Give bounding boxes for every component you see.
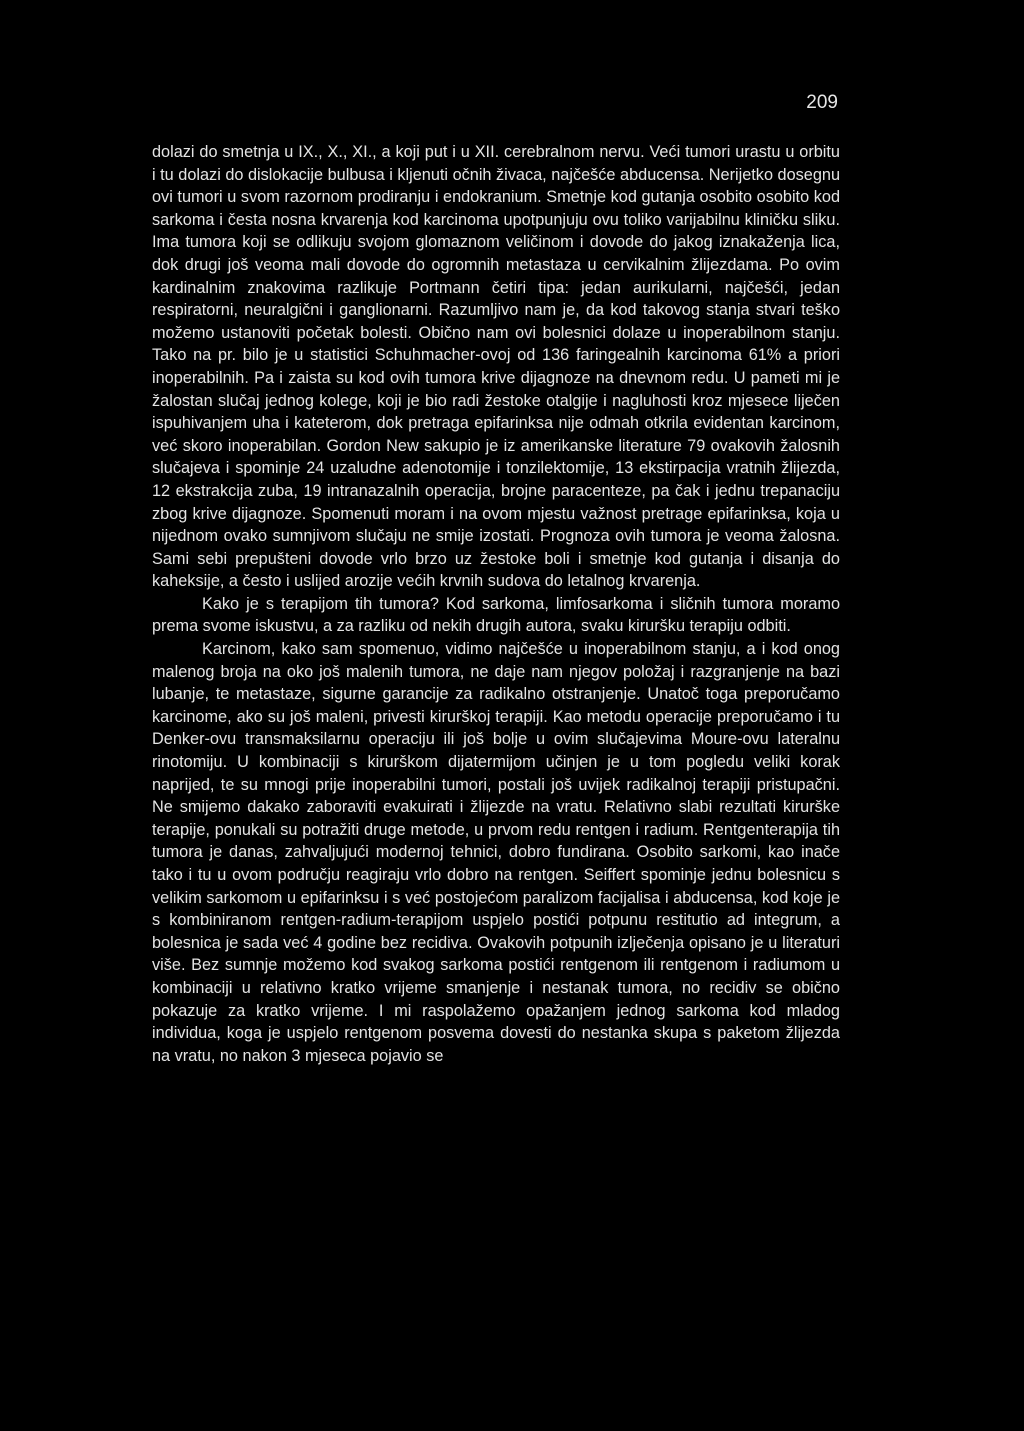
- paragraph-1: dolazi do smetnja u IX., X., XI., a koji put i u XII. cerebralnom nervu. Veći tumori urastu u orbitu i tu dolazi do dislokacije bulbusa i kljenuti očnih živaca, najčešće abducensa. Nerijetko dosegnu ovi tumori u svom razornom prodiranju i endokranium. Smetnje kod gutanja osobito osobito kod sarkoma i česta nosna krvarenja kod karcinoma upotpunjuju ovu toliko varijabilnu kliničku sliku. Ima tumora koji se odlikuju svojom glomaznom veličinom i dovode do jakog iznakaženja lica, dok drugi još veoma mali dovode do ogromnih metastaza u cervikalnim žlijezdama. Po ovim kardinalnim znakovima razlikuje Portmann četiri tipa: jedan aurikularni, najčešći, jedan respiratorni, neuralgični i ganglionarni. Razumljivo nam je, da kod takovog stanja stvari teško možemo ustanoviti početak bolesti. Obično nam ovi bolesnici dolaze u inoperabilnom stanju. Tako na pr. bilo je u statistici Schuhmacher-ovoj od 136 faringealnih karcinoma 61% a priori inoperabilnih. Pa i zaista su kod ovih tumora krive dijagnoze na dnevnom redu. U pameti mi je žalostan slučaj jednog kolege, koji je bio radi žestoke otalgije i nagluhosti kroz mjesece liječen ispuhivanjem uha i kateterom, dok pretraga epifarinksa nije odmah otkrila evidentan karcinom, već skoro inoperabilan. Gordon New sakupio je iz amerikanske literature 79 ovakovih žalosnih slučajeva i spominje 24 uzaludne adenotomije i tonzilektomije, 13 ekstirpacija vratnih žlijezda, 12 ekstrakcija zuba, 19 intranazalnih operacija, brojne paracenteze, pa čak i jednu trepanaciju zbog krive dijagnoze. Spomenuti moram i na ovom mjestu važnost pretrage epifarinksa, koja u nijednom ovako sumnjivom slučaju ne smije izostati. Prognoza ovih tumora je veoma žalosna. Sami sebi prepušteni dovode vrlo brzo uz žestoke boli i smetnje kod gutanja i disanja do kaheksije, a često i uslijed arozije većih krvnih sudova do letalnog krvarenja.: [152, 143, 840, 591]
- body-text: [152, 141, 840, 1067]
- paragraph-2: Kako je s terapijom tih tumora? Kod sarkoma, limfosarkoma i sličnih tumora moramo prema svome iskustvu, a za razliku od nekih drugih autora, svaku kiruršku terapiju odbiti.: [152, 594, 840, 636]
- page-number: 209: [806, 92, 838, 113]
- paragraph-3: Karcinom, kako sam spomenuo, vidimo najčešće u inoperabilnom stanju, a i kod onog malenog broja na oko još malenih tumora, ne daje nam njegov položaj i razgranjenje na bazi lubanje, te metastaze, sigurne garancije za radikalno otstranjenje. Unatoč toga preporučamo karcinome, ako su još maleni, privesti kirurškoj terapiji. Kao metodu operacije preporučamo i tu Denker-ovu transmaksilarnu operaciju ili još bolje u ovim slučajevima Moure-ovu lateralnu rinotomiju. U kombinaciji s kirurškom dijatermijom učinjen je u tom pogledu veliki korak naprijed, te su mnogi prije inoperabilni tumori, postali još uvijek radikalnoj terapiji pristupačni. Ne smijemo dakako zaboraviti evakuirati i žlijezde na vratu. Relativno slabi rezultati kirurške terapije, ponukali su potražiti druge metode, u prvom redu rentgen i radium. Rentgenterapija tih tumora je danas, zahvaljujući modernoj tehnici, dobro fundirana. Osobito sarkomi, kao inače tako i tu u ovom području reagiraju vrlo dobro na rentgen. Seiffert spominje jednu bolesnicu s velikim sarkomom u epifarinksu i s već postojećom paralizom facijalisa i abducensa, kod koje je s kombiniranom rentgen-radium-terapijom uspjelo postići potpunu restitutio ad integrum, a bolesnica je sada već 4 godine bez recidiva. Ovakovih potpunih izlječenja opisano je u literaturi više. Bez sumnje možemo kod svakog sarkoma postići rentgenom ili rentgenom i radiumom u kombinaciji u relativno kratko vrijeme smanjenje i nestanak tumora, no recidiv se obično pokazuje za kratko vrijeme. I mi raspolažemo opažanjem jednog sarkoma kod mladog individua, koga je uspjelo rentgenom posvema dovesti do nestanka skupa s paketom žlijezda na vratu, no nakon 3 mjeseca pojavio se: [152, 640, 840, 1065]
